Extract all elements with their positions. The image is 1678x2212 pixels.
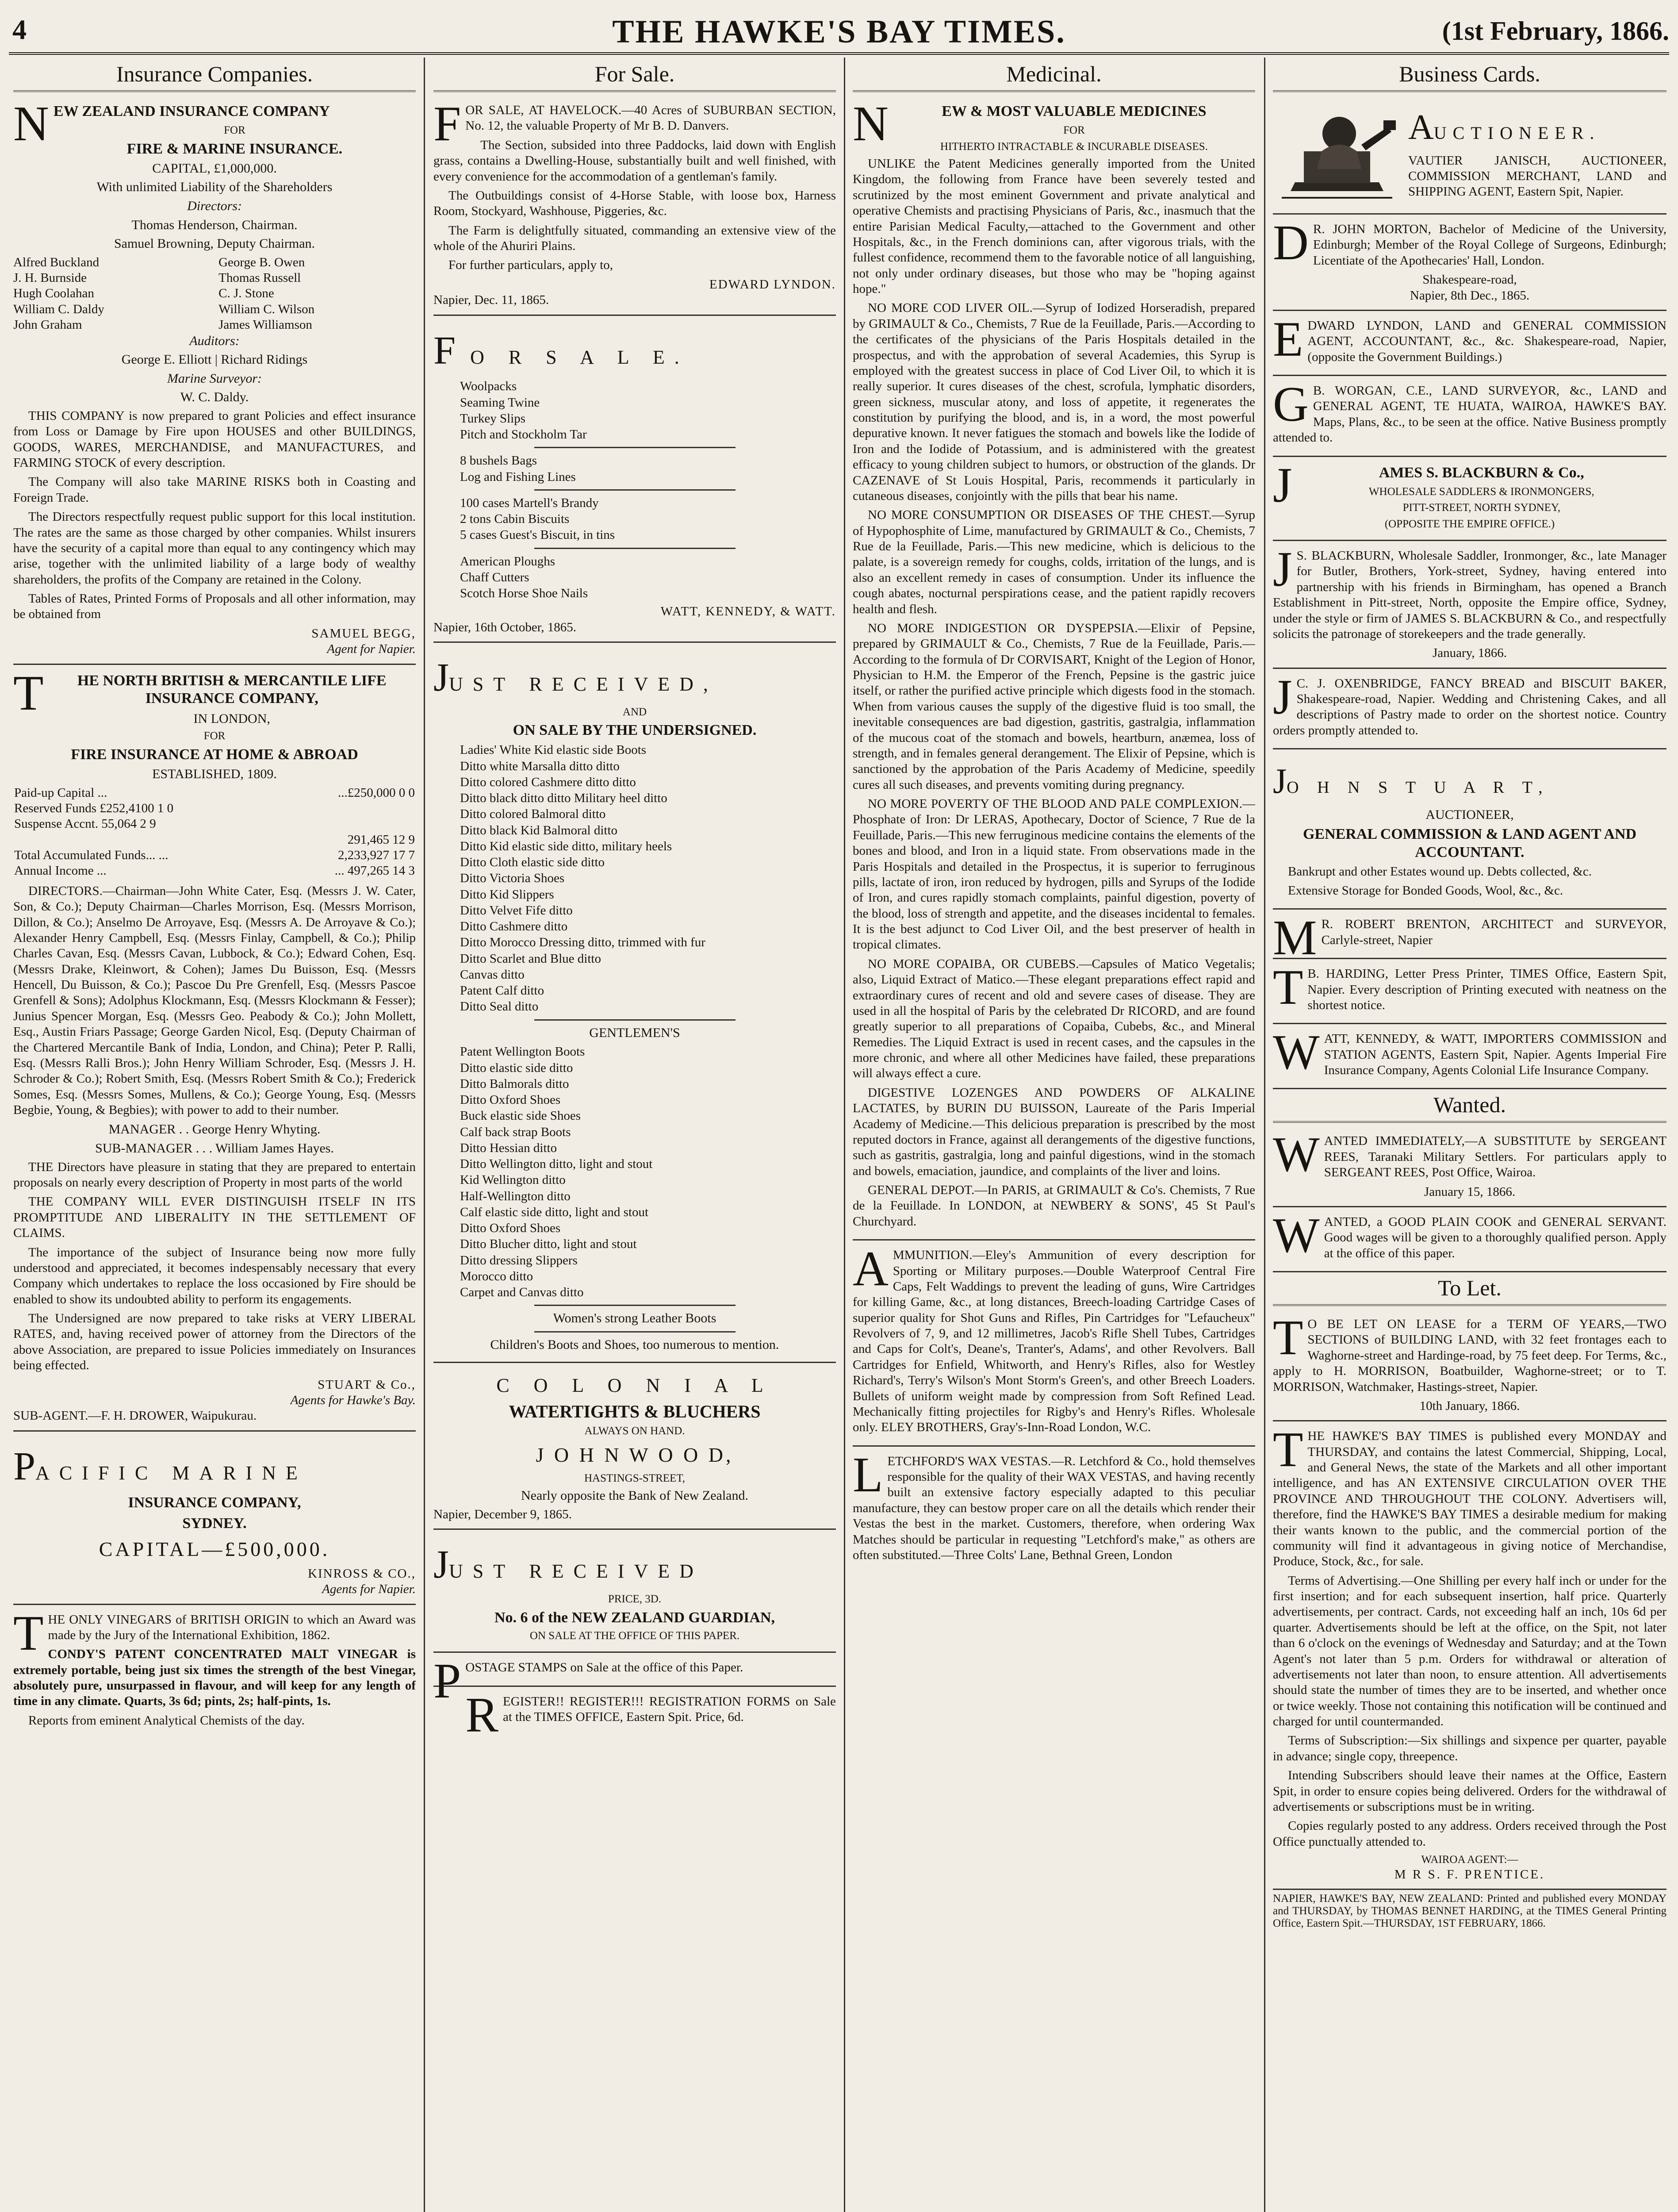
ad-line: AND bbox=[622, 706, 647, 718]
ad-body: R. JOHN MORTON, Bachelor of Medicine of the University, Edinburgh; Member of the Royal College of Surgeons, Edinburgh; Licentiate of the Apothecaries' Hall, London. bbox=[1313, 222, 1667, 268]
ad-capital: CAPITAL—£500,000. bbox=[99, 1537, 330, 1560]
ad-signature: WATT, KENNEDY, & WATT. bbox=[660, 604, 836, 619]
funds-table bbox=[13, 785, 416, 879]
boot-item: Patent Wellington Boots bbox=[460, 1045, 585, 1059]
drop-cap: T bbox=[1273, 960, 1303, 1015]
printer-imprint: NAPIER, HAWKE'S BAY, NEW ZEALAND: Printed and published every MONDAY and THURSDAY, by THOMAS BENNET HARDING, at the TIMES General Printing Office, Eastern Spit.—THURSDAY, 1ST FEBRUARY, 1866. bbox=[1273, 1892, 1667, 1929]
table-cell: 2,233,927 17 7 bbox=[338, 848, 415, 863]
ad-title: O R S A L E. bbox=[470, 346, 689, 368]
table-cell: Total Accumulated Funds... ... bbox=[14, 848, 169, 863]
director-name: James Williamson bbox=[218, 318, 312, 332]
directors-label: Directors: bbox=[187, 198, 242, 213]
ad-body: The Company will also take MARINE RISKS both in Coasting and Foreign Trade. bbox=[13, 475, 416, 505]
boot-item: Ditto black ditto ditto Military heel ditto bbox=[460, 791, 667, 806]
boot-item: Ditto Cloth elastic side ditto bbox=[460, 855, 605, 870]
wanted-substitute bbox=[1273, 1129, 1667, 1207]
boot-item: Ditto Oxford Shoes bbox=[460, 1221, 561, 1236]
divider bbox=[534, 1331, 736, 1333]
sub-agent: SUB-AGENT.—F. H. DROWER, Waipukurau. bbox=[13, 1409, 257, 1423]
drop-cap: P bbox=[433, 1654, 461, 1709]
ad-body: ETCHFORD'S WAX VESTAS.—R. Letchford & Co., hold themselves responsible for the quality of their WAX VESTAS, and having recently built an extensive factory especially adapted to this peculiar manufacture, they can bestow proper care on all the details which render their Vestas the best in the market. Customers, therefore, when ordering Wax Matches should be particular in requesting "Letchford's make," as others are often substituted.—Three Colts' Lane, Bethnal Green, London bbox=[853, 1454, 1255, 1562]
boot-item: Ditto Wellington ditto, light and stout bbox=[460, 1157, 653, 1171]
ad-line: FOR bbox=[224, 124, 245, 137]
ad-body: THE COMPANY WILL EVER DISTINGUISH ITSELF IN ITS PROMPTITUDE AND LIBERALITY IN THE SETTLEMENT OF CLAIMS. bbox=[13, 1194, 416, 1240]
column-for-sale bbox=[433, 61, 836, 2212]
goods-list bbox=[460, 378, 836, 442]
agent-name: M R S. F. PRENTICE. bbox=[1394, 1867, 1545, 1882]
boot-item: Carpet and Canvas ditto bbox=[460, 1285, 584, 1300]
section-heading-business: Business Cards. bbox=[1273, 61, 1667, 92]
boot-item: Ditto Balmorals ditto bbox=[460, 1076, 569, 1091]
ad-body: ATT, KENNEDY, & WATT, IMPORTERS COMMISSION and STATION AGENTS, Eastern Spit, Napier. Agents Imperial Fire Insurance Company, Agents Colonial Life Insurance Company. bbox=[1324, 1032, 1667, 1078]
ad-date: Napier, Dec. 11, 1865. bbox=[433, 293, 549, 307]
director-name: William C. Wilson bbox=[218, 302, 315, 316]
boot-item: Ditto Scarlet and Blue ditto bbox=[460, 951, 601, 966]
table-row bbox=[13, 801, 416, 816]
drop-cap: G bbox=[1273, 377, 1309, 432]
ad-signature: KINROSS & CO., bbox=[308, 1566, 416, 1581]
ad-title: OR SALE, AT HAVELOCK.—40 Acres of SUBURBAN SECTION, No. 12, the valuable Property of Mr B. D. Danvers. bbox=[465, 103, 836, 133]
table-cell: Suspense Accnt. 55,064 2 9 bbox=[14, 817, 156, 831]
goods-item: Scotch Horse Shoe Nails bbox=[460, 586, 588, 601]
ad-date: Napier, 16th October, 1865. bbox=[433, 620, 577, 634]
ad-body: R. ROBERT BRENTON, ARCHITECT and SURVEYOR, Carlyle-street, Napier bbox=[1321, 917, 1667, 947]
director-name: Hugh Coolahan bbox=[13, 286, 94, 301]
ad-line: AUCTIONEER, bbox=[1425, 807, 1514, 822]
ad-body: Terms of Subscription:—Six shillings and sixpence per quarter, payable in advance; single copy, threepence. bbox=[1273, 1733, 1667, 1763]
ad-line: IN LONDON, bbox=[193, 711, 270, 726]
director-name: Thomas Russell bbox=[218, 271, 301, 285]
manager: MANAGER . . George Henry Whyting. bbox=[108, 1122, 321, 1137]
ad-line: ALWAYS ON HAND. bbox=[584, 1425, 685, 1437]
ad-line: INSURANCE COMPANY, bbox=[128, 1494, 301, 1511]
ad-guardian: JUST RECEIVED PRICE, 3D. No. 6 of the NEW ZEALAND GUARDIAN, ON SALE AT THE OFFICE OF THIS PAPER. bbox=[433, 1532, 836, 1653]
table-row bbox=[13, 863, 416, 879]
ad-body: Copies regularly posted to any address. Orders received through the Post Office punctually attended to. bbox=[1273, 1819, 1667, 1849]
ad-line: With unlimited Liability of the Shareholders bbox=[96, 180, 333, 195]
column-rule bbox=[844, 58, 845, 2212]
director-name: C. J. Stone bbox=[218, 286, 274, 301]
section-heading-insurance: Insurance Companies. bbox=[13, 61, 416, 92]
goods-item: Chaff Cutters bbox=[460, 570, 529, 584]
ad-body: UNLIKE the Patent Medicines generally imported from the United Kingdom, the following from France have been severely tested and scrutinized by the most eminent Government and private analytical and operative Chemists and practising Physicians of Paris, &c., inasmuch that the entire Parisian Medical Faculty,—attached to the Government and other Hospitals, &c., in the French dominions can, after vigorous trials, with the fullest confidence, recommend them to the favorable notice of all languishing, not only under ordinary diseases, but those who may be "hoping against hope." bbox=[853, 157, 1255, 296]
boot-item: Ditto colored Balmoral ditto bbox=[460, 807, 606, 822]
boot-item: Ditto Victoria Shoes bbox=[460, 871, 565, 886]
goods-item: American Ploughs bbox=[460, 554, 556, 568]
ad-body: ANTED IMMEDIATELY,—A SUBSTITUTE by SERGEANT REES, Taranaki Military Settlers. For particulars apply to SERGEANT REES, Post Office, Wairoa. bbox=[1324, 1134, 1667, 1180]
page-number: 4 bbox=[12, 14, 27, 45]
ad-title: UST RECEIVED bbox=[449, 1560, 703, 1582]
masthead bbox=[9, 13, 1669, 50]
ad-line: Samuel Browning, Deputy Chairman. bbox=[114, 236, 315, 251]
ad-date: Napier, 8th Dec., 1865. bbox=[1410, 288, 1530, 303]
ad-line: HASTINGS-STREET, bbox=[584, 1472, 685, 1484]
ad-subtitle: GENERAL COMMISSION & LAND AGENT AND ACCOUNTANT. bbox=[1303, 826, 1637, 860]
boot-item: Ditto Cashmere ditto bbox=[460, 919, 568, 934]
ad-line: FOR bbox=[1063, 124, 1085, 137]
auditors: George E. Elliott | Richard Ridings bbox=[121, 352, 308, 367]
card-auctioneer: AUCTIONEER. VAUTIER JANISCH, AUCTIONEER, COMMISSION MERCHANT, LAND and SHIPPING AGENT, Eastern Spit, Napier. bbox=[1273, 98, 1667, 215]
boot-item: Ladies' White Kid elastic side Boots bbox=[460, 743, 647, 757]
newspaper-title: THE HAWKE'S BAY TIMES. bbox=[612, 14, 1066, 50]
ad-body: S. BLACKBURN, Wholesale Saddler, Ironmonger, &c., late Manager for Butler, Brothers, York-street, Sydney, having entered into partnership with his friends in Birmingham, has opened a Branch Establishment in Pitt-street, North, opposite the Empire office, Sydney, under the style or firm of JAMES S. BLACKBURN & Co., and respectfully solicits the patronage of storekeepers and the trade generally. bbox=[1273, 549, 1667, 641]
goods-item: Turkey Slips bbox=[460, 411, 526, 426]
ad-body: B. HARDING, Letter Press Printer, TIMES Office, Eastern Spit, Napier. Every description of Printing executed with neatness on the shortest notice. bbox=[1307, 967, 1667, 1012]
ad-subtitle: FIRE & MARINE INSURANCE. bbox=[126, 140, 343, 157]
ad-body: The importance of the subject of Insurance being now more fully understood and appreciated, it becomes indespensably necessary that every Company which undertakes to replace the loss occasioned by Fire should be enabled to show its undoubted ability to perform its engagements. bbox=[13, 1245, 416, 1306]
directors-list bbox=[13, 255, 416, 333]
goods-item: 100 cases Martell's Brandy bbox=[460, 495, 599, 510]
agent-label: WAIROA AGENT:— bbox=[1421, 1854, 1518, 1866]
directors-right bbox=[218, 255, 416, 333]
drop-cap: M bbox=[1273, 910, 1317, 966]
boot-item: Ditto Hessian ditto bbox=[460, 1141, 557, 1155]
ad-line: PITT-STREET, NORTH SYDNEY, bbox=[1402, 502, 1560, 514]
column-insurance bbox=[13, 61, 416, 2212]
ad-body: Extensive Storage for Bonded Goods, Wool, &c., &c. bbox=[1288, 883, 1563, 898]
boot-item: Ditto colored Cashmere ditto ditto bbox=[460, 775, 636, 789]
drop-cap: W bbox=[1273, 1208, 1320, 1263]
ad-body: The Undersigned are now prepared to take risks at VERY LIBERAL RATES, and, having received power of attorney from the Directors of the above Association, are prepared to issue Policies immediately on Insurances being effected. bbox=[13, 1311, 416, 1373]
ad-body: Tables of Rates, Printed Forms of Proposals and all other information, may be obtained from bbox=[13, 591, 416, 622]
notice-hawkes-bay-times bbox=[1273, 1424, 1667, 1890]
drop-cap: J bbox=[1273, 542, 1292, 597]
ad-line: Shakespeare-road, bbox=[1422, 273, 1517, 287]
table-cell bbox=[280, 816, 416, 832]
drop-cap: T bbox=[1273, 1310, 1303, 1366]
ad-vinegar bbox=[13, 1605, 416, 1739]
drop-cap: T bbox=[1273, 1422, 1303, 1478]
ad-body: CONDY'S PATENT CONCENTRATED MALT VINEGAR is extremely portable, being just six times the strength of the best Vinegar, absolutely pure, unsurpassed in flavour, and will keep for any length of time in any climate. Quarts, 3s 6d; pints, 2s; half-pints, 1s. bbox=[13, 1647, 416, 1709]
boot-item: Calf elastic side ditto, light and stout bbox=[460, 1205, 649, 1219]
card-blackburn bbox=[1273, 457, 1667, 541]
ad-line: WHOLESALE SADDLERS & IRONMONGERS, bbox=[1368, 485, 1594, 498]
ad-north-british bbox=[13, 665, 416, 1432]
auditors-label: Auditors: bbox=[189, 333, 240, 348]
masthead-rule bbox=[9, 52, 1669, 55]
ad-subtitle: ON SALE BY THE UNDERSIGNED. bbox=[513, 722, 757, 739]
ad-body: Bankrupt and other Estates wound up. Debts collected, &c. bbox=[1288, 864, 1592, 879]
ad-body: O BE LET ON LEASE for a TERM OF YEARS,—TWO SECTIONS of BUILDING LAND, with 32 feet frontages each to Waghorne-street and Hardinge-road, by 75 feet deep. For Terms, &c., apply to H. MORRISON, Boatbuilder, Waghorne-street; or to T. MORRISON, Watchmaker, Hastings-street, Napier. bbox=[1273, 1317, 1667, 1394]
table-cell bbox=[280, 801, 416, 816]
director-name: George B. Owen bbox=[218, 255, 305, 269]
drop-cap: F bbox=[433, 96, 461, 151]
ad-line: (OPPOSITE THE EMPIRE OFFICE.) bbox=[1384, 518, 1555, 530]
table-cell: ... 497,265 14 3 bbox=[334, 864, 415, 878]
ad-body: MMUNITION.—Eley's Ammunition of every description for Sporting or Military purposes.—Double Waterproof Central Fire Caps, Felt Waddings to prevent the leading of guns, Wire Cartridges for killing Game, &c., at long distances, Breech-loading Cartridge Cases of superior quality for Shot Guns and Rifles, Pin Cartridges for "Lefaucheux" Revolvers of 7, 9, and 12 millimetres, Jacob's Rifle Shell Tubes, Cartridges and Caps for Colt's, Deane's, Tranter's, Adams', and other Revolvers. Ball Cartridges for Enfield, Whitworth, and Henry's Rifles, also for Westley Richard's, Terry's Wilson's Mont Storm's Green's, and other Breech Loaders. Bullets of uniform weight made by compression from Soft Refined Lead. Mechanically fitting projectiles for Rigby's and Henry's Rifles. Wholesale only. ELEY BROTHERS, Gray's-Inn-Road London, W.C. bbox=[853, 1248, 1255, 1435]
drop-cap: J bbox=[1273, 669, 1292, 725]
ad-body: The Farm is delightfully situated, commanding an extensive view of the whole of the Ahuriri Plains. bbox=[433, 223, 836, 253]
ad-date: 10th January, 1866. bbox=[1419, 1398, 1520, 1413]
surveyor-label: Marine Surveyor: bbox=[167, 371, 262, 386]
to-let-sections bbox=[1273, 1312, 1667, 1421]
ad-body: Terms of Advertising.—One Shilling per every half inch or under for the first insertion; and for each subsequent insertion, half price. Quarterly advertisements, per contract. Cards, not exceeding half an inch, 10s 6d per quarter. Advertisements should be left at the office, on the Spit, not later than 6 o'clock on the evenings of Wednesday and Saturday; and at the Town Agent's not later than 5 p.m. Orders for withdrawal or alteration of advertisements not later than noon, to ensure attention. All advertisements should state the number of times they are to be inserted, and whether once or twice weekly. Those not containing this notification will be continued and charged for until countermanded. bbox=[1273, 1573, 1667, 1729]
column-rule bbox=[424, 58, 425, 2212]
table-cell: Reserved Funds £252,4100 1 0 bbox=[14, 801, 174, 815]
section-heading-to-let: To Let. bbox=[1273, 1275, 1667, 1306]
ad-body: NO MORE COD LIVER OIL.—Syrup of Iodized Horseradish, prepared by GRIMAULT & Co., Chemists, 7 Rue de la Feuillade, Paris.—According to the certificates of the physicians of the Paris Hospitals detailed in the prospectus, and with the approbation of several Academies, this Syrup is employed with the greatest success in place of Cod Liver Oil, to which it is really superior. It cures diseases of the chest, scrofula, lymphatic disorders, green sickness, muscular atony, and loss of appetite, it regenerates the constitution by purifying the blood, and is, in a word, the most powerful depurative known. It never fatigues the stomach and bowels like the Iodide of Iron and the Iodide of Potassium, and is administered with the greatest efficacy to young children subject to humors, or obstruction of the glands. Dr CAZENAVE of St Louis Hospital, Paris, recommends it particularly in cutaneous diseases, conjointly with the pills that bear his name. bbox=[853, 301, 1255, 503]
ad-subtitle: HITHERTO INTRACTABLE & INCURABLE DISEASES. bbox=[940, 140, 1208, 153]
ad-body: VAUTIER JANISCH, AUCTIONEER, COMMISSION MERCHANT, LAND and SHIPPING AGENT, Eastern Spit, Napier. bbox=[1408, 153, 1667, 199]
ad-just-received-boots: JUST RECEIVED, AND ON SALE BY THE UNDERSIGNED. Ladies' White Kid elastic side Boots Ditto white Marsalla ditto ditto Ditto colored Cashmere ditto ditto Ditto black ditto ditto Military heel ditto Ditto colored Balmoral ditto Ditto black Kid Balmoral ditto Ditto Kid elastic side ditto, military heels Ditto Cloth elastic side ditto Ditto Victoria Shoes Ditto Kid Slippers Ditto Velvet Fife ditto Ditto Cashmere ditto Ditto Morocco Dressing ditto, trimmed with fur Ditto Scarlet and Blue ditto Canvas ditto Patent Calf ditto Ditto Seal ditto GENTLEMEN'S Patent Wellington Boots Ditto elastic side ditto Ditto Balmorals ditto Ditto Oxford Shoes Buck elastic side Shoes Calf back strap Boots Ditto Hessian ditto Ditto Wellington ditto, light and stout Kid Wellington ditto Half-Wellington ditto Calf elastic side ditto, light and stout Ditto Oxford Shoes Ditto Blucher ditto, light and stout Ditto dressing Slippers Morocco ditto Carpet and Canvas ditto Women's strong Leather Boots Children's Boots and Shoes, too numerous to mention. bbox=[433, 645, 836, 1363]
ad-signature: Agents for Hawke's Bay. bbox=[290, 1393, 416, 1407]
table-row bbox=[13, 816, 416, 832]
divider bbox=[534, 1305, 736, 1306]
ad-body: GENERAL DEPOT.—In PARIS, at GRIMAULT & Co's. Chemists, 7 Rue de la Feuillade. In LONDON, at NEWBERY & SONS', 45 St Paul's Churchyard. bbox=[853, 1183, 1255, 1229]
director-name: William C. Daldy bbox=[13, 302, 104, 316]
gentlemen-list bbox=[460, 1044, 836, 1300]
column-medicinal bbox=[853, 61, 1255, 2212]
wanted-cook bbox=[1273, 1210, 1667, 1272]
ad-subtitle: FIRE INSURANCE AT HOME & ABROAD bbox=[71, 746, 358, 763]
goods-item: 8 bushels Bags bbox=[460, 453, 537, 468]
ad-ammunition bbox=[853, 1243, 1255, 1447]
card-brenton bbox=[1273, 910, 1667, 966]
ad-body: OSTAGE STAMPS on Sale at the office of this Paper. bbox=[465, 1660, 743, 1675]
goods-item: 2 tons Cabin Biscuits bbox=[460, 512, 570, 526]
ad-body: THE Directors have pleasure in stating that they are prepared to entertain proposals on nearly every description of Property in most parts of the world bbox=[13, 1160, 416, 1190]
drop-cap: N bbox=[13, 96, 49, 151]
divider bbox=[534, 447, 736, 448]
ad-for-sale-goods: F O R S A L E. Woolpacks Seaming Twine Turkey Slips Pitch and Stockholm Tar 8 bushels Bags Log and Fishing Lines 100 cases Martell's Brandy 2 tons Cabin Biscuits 5 cases Guest's Biscuit, in tins American Ploughs Chaff Cutters Scotch Horse Shoe Nails WATT, KENNEDY, & WATT. Napier, 16th October, 1865. bbox=[433, 319, 836, 643]
ad-signature: Agent for Napier. bbox=[327, 642, 416, 657]
column-rule bbox=[1264, 58, 1265, 2212]
ad-body: ANTED, a GOOD PLAIN COOK and GENERAL SERVANT. Good wages will be given to a thoroughly qualified person. Apply at the office of this paper. bbox=[1324, 1214, 1667, 1260]
sub-manager: SUB-MANAGER . . . William James Hayes. bbox=[95, 1141, 334, 1156]
drop-cap: L bbox=[853, 1447, 883, 1502]
ad-body: NO MORE CONSUMPTION OR DISEASES OF THE CHEST.—Syrup of Hypophosphite of Lime, manufactured by GRIMAULT & Co., Chemists, 7 Rue de la Feuillade, Paris.—This new medicine, which is delicious to the palate, is a sovereign remedy for coughs, colds, irritation of the lungs, and is also an excellent remedy in cases of consumption. Under its influence the cough abates, nocturnal perspirations cease, and the patient rapidly recovers health and flesh. bbox=[853, 508, 1255, 616]
drop-cap: D bbox=[1273, 215, 1309, 270]
card-lyndon bbox=[1273, 311, 1667, 376]
gentlemen-heading: GENTLEMEN'S bbox=[589, 1025, 680, 1040]
auctioneer-illustration bbox=[1273, 103, 1401, 204]
boot-item: Patent Calf ditto bbox=[460, 983, 544, 998]
boot-item: Kid Wellington ditto bbox=[460, 1173, 566, 1187]
ad-line: Nearly opposite the Bank of New Zealand. bbox=[521, 1488, 748, 1503]
ad-body: The Section, subsided into three Paddocks, laid down with English grass, contains a Dwelling-House, substantially built and well finished, with every convenience for the accommodation of a gentleman's family. bbox=[433, 138, 836, 184]
boot-item: Ditto black Kid Balmoral ditto bbox=[460, 823, 618, 837]
boot-item: Calf back strap Boots bbox=[460, 1125, 571, 1139]
boot-item: Ditto Seal ditto bbox=[460, 999, 539, 1014]
divider bbox=[534, 1019, 736, 1021]
ad-nz-insurance bbox=[13, 98, 416, 665]
divider bbox=[534, 489, 736, 491]
surveyor: W. C. Daldy. bbox=[180, 390, 249, 405]
ad-line: FOR bbox=[203, 730, 226, 742]
ad-date: January, 1866. bbox=[1432, 646, 1507, 661]
ladies-list bbox=[460, 742, 836, 1014]
ad-register bbox=[433, 1687, 836, 1743]
ad-line: ESTABLISHED, 1809. bbox=[152, 766, 277, 781]
director-name: John Graham bbox=[13, 318, 82, 332]
ad-signature: SAMUEL BEGG, bbox=[311, 626, 416, 641]
ad-title: HE NORTH BRITISH & MERCANTILE LIFE INSURANCE COMPANY, bbox=[77, 672, 387, 707]
goods-item: Woolpacks bbox=[460, 379, 517, 394]
ad-body: The Directors respectfully request public support for this local institution. The rates are the same as those charged by other companies. Whilst insurers have the security of a capital more than equal to any contingency which may arise, together with the unlimited liability of a large body of wealthy shareholders, the profits of the Company are retained in the Colony. bbox=[13, 510, 416, 587]
ad-line: ON SALE AT THE OFFICE OF THIS PAPER. bbox=[529, 1629, 740, 1642]
drop-cap: W bbox=[1273, 1127, 1320, 1183]
table-row bbox=[13, 832, 416, 848]
ad-title: UCTIONEER. bbox=[1433, 123, 1601, 143]
drop-cap: A bbox=[853, 1241, 889, 1297]
drop-cap: T bbox=[13, 1605, 44, 1661]
boot-item: Ditto white Marsalla ditto ditto bbox=[460, 759, 620, 773]
goods-list bbox=[460, 495, 836, 543]
ad-line: SYDNEY. bbox=[182, 1515, 247, 1532]
column-business-cards bbox=[1273, 61, 1667, 2212]
table-cell: Annual Income ... bbox=[14, 864, 107, 878]
card-oxenbridge bbox=[1273, 669, 1667, 750]
table-cell: 291,465 12 9 bbox=[347, 832, 415, 847]
boot-item: Ditto Kid elastic side ditto, military heels bbox=[460, 839, 672, 853]
ad-capital: CAPITAL, £1,000,000. bbox=[152, 161, 277, 176]
ad-title: ACIFIC MARINE bbox=[35, 1462, 307, 1484]
boot-item: Ditto Kid Slippers bbox=[460, 887, 554, 902]
goods-list bbox=[460, 553, 836, 602]
card-blackburn-2 bbox=[1273, 544, 1667, 669]
ad-body: DIGESTIVE LOZENGES AND POWDERS OF ALKALINE LACTATES, by BURIN DU BUISSON, Laureate of the Paris Imperial Academy of Medicine.—This delicious preparation is prescribed by the most reputed doctors in France, against all derangements of the digestive functions, such as gastritis, gastralgia, long and painful digestions, wind in the stomach and bowels, emaciation, jaundice, and complaints of the liver and loins. bbox=[853, 1085, 1255, 1178]
goods-item: 5 cases Guest's Biscuit, in tins bbox=[460, 528, 615, 542]
drop-cap: W bbox=[1273, 1025, 1320, 1080]
boot-item: Ditto Blucher ditto, light and stout bbox=[460, 1237, 637, 1252]
ad-body: Intending Subscribers should leave their names at the Office, Eastern Spit, in order to ensure copies being delivered. Orders for the withdrawal of advertisements or subscriptions must be in writing. bbox=[1273, 1768, 1667, 1814]
card-worgan bbox=[1273, 379, 1667, 457]
divider bbox=[534, 548, 736, 549]
ad-date: Napier, December 9, 1865. bbox=[433, 1507, 572, 1522]
drop-cap: T bbox=[13, 665, 44, 721]
boot-item: Canvas ditto bbox=[460, 967, 525, 982]
ad-line: Children's Boots and Shoes, too numerous to mention. bbox=[490, 1337, 779, 1352]
card-harding bbox=[1273, 962, 1667, 1024]
drop-cap: E bbox=[1273, 311, 1303, 367]
ad-body: C. J. OXENBRIDGE, FANCY BREAD and BISCUIT BAKER, Shakespeare-road, Napier. Wedding and Christening Cakes, and all descriptions of Pastry made to order on the shortest notice. Country orders promptly attended to. bbox=[1273, 676, 1667, 737]
ad-price: PRICE, 3D. bbox=[608, 1593, 662, 1605]
boot-item: Ditto Morocco Dressing ditto, trimmed with fur bbox=[460, 935, 705, 950]
ad-body: NO MORE COPAIBA, OR CUBEBS.—Capsules of Matico Vegetalis; also, Liquid Extract of Matico.—These elegant preparations effect rapid and extraordinary cures of recent and old and severe cases of disease. They are used in all the hospital of Paris by the celebrated Dr RICORD, and are found greatly superior to all preparations of Copaiba, Cubebs, &c., and Mineral Remedies. The Liquid Extract is used in recent cases, and the capsules in the more chronic, and where all other Medicines have failed, these preparations will always effect a cure. bbox=[853, 956, 1255, 1081]
issue-date: (1st February, 1866. bbox=[1442, 16, 1669, 46]
ad-date: January 15, 1866. bbox=[1424, 1184, 1516, 1199]
ad-name: J O H N W O O D, bbox=[536, 1443, 734, 1466]
drop-cap: R bbox=[465, 1687, 498, 1743]
ad-body: DIRECTORS.—Chairman—John White Cater, Esq. (Messrs J. W. Cater, Son, & Co.); Deputy Chairman—Charles Morrison, Esq. (Messrs Morrison, Dillon, & Co.); Anselmo De Arroyave, Esq. (Messrs A. De Arroyave & Co.); Alexander Henry Campbell, Esq. (Messrs Finlay, Campbell, & Co.); Philip Charles Cavan, Esq. (Messrs Cavan, Lubbock, & Co.); Edward Cohen, Esq. (Messrs Drake, Kleinwort, & Cohen); James Du Buisson, Esq. (Messrs Hencell, Du Buisson, & Co.); Pascoe Du Pre Grenfell, Esq. (Messrs Pascoe Grenfell & Sons); Adolphus Klockmann, Esq. (Messrs Klockmann & Fesser); Junius Spencer Morgan, Esq. (Messrs Geo. Peabody & Co.); John Mollett, Esq., Austin Friars Passage; George Garden Nicol, Esq. (Deputy Chairman of the Chartered Mercantile Bank of India, London, and China); Peter P. Ralli, Esq. (Messrs Ralli Bros.); John Henry William Schroder, Esq. (Messrs J. H. Schroder & Co.); Robert Smith, Esq. (Messrs Robert Smith & Co.); Frederick Somes, Esq. (Messrs Somes, Mullens, & Co.); George Young, Esq. (Messrs Begbie, Young, & Begbies); with power to add to their number. bbox=[13, 883, 416, 1118]
ad-john-wood bbox=[433, 1366, 836, 1530]
card-john-stuart: JO H N S T U A R T, AUCTIONEER, GENERAL COMMISSION & LAND AGENT AND ACCOUNTANT. Bankrupt and other Estates wound up. Debts collected, &c. Extensive Storage for Bonded Goods, Wool, &c., &c. bbox=[1273, 752, 1667, 910]
ad-body: DWARD LYNDON, LAND and GENERAL COMMISSION AGENT, ACCOUNTANT, &c., &c. Shakespeare-road, Napier, (opposite the Government Buildings.) bbox=[1307, 318, 1667, 364]
goods-item: Log and Fishing Lines bbox=[460, 469, 576, 484]
boot-item: Ditto Velvet Fife ditto bbox=[460, 903, 573, 918]
ad-title: HE ONLY VINEGARS of BRITISH ORIGIN to which an Award was made by the Jury of the International Exhibition, 1862. bbox=[48, 1612, 416, 1642]
drop-cap: J bbox=[1273, 457, 1292, 513]
ad-signature: EDWARD LYNDON. bbox=[709, 277, 836, 292]
ad-body: HE HAWKE'S BAY TIMES is published every MONDAY and THURSDAY, and contains the latest Commercial, Shipping, Local, and General News, the state of the Markets and all other important intelligence, and has AN EXTENSIVE CIRCULATION OVER THE PROVINCE AND THROUGHOUT THE COLONY. Advertisers will, therefore, find the HAWKE'S BAY TIMES a desirable medium for making their wants known to the public, and the commercial portion of the community will find it advantageous in giving notice of Merchandise, Produce, Stock, &c., for sale. bbox=[1273, 1429, 1667, 1569]
boot-item: Morocco ditto bbox=[460, 1269, 533, 1283]
table-cell bbox=[13, 832, 280, 848]
boot-item: Ditto Oxford Shoes bbox=[460, 1093, 561, 1107]
card-morton bbox=[1273, 217, 1667, 311]
ad-signature: STUART & Co., bbox=[318, 1377, 416, 1392]
directors-left bbox=[13, 255, 211, 333]
boot-item: Ditto dressing Slippers bbox=[460, 1253, 578, 1267]
ad-wax-vestas bbox=[853, 1449, 1255, 1573]
ad-title: O H N S T U A R T, bbox=[1287, 778, 1550, 797]
goods-item: Pitch and Stockholm Tar bbox=[460, 427, 587, 442]
ad-signature: Agents for Napier. bbox=[322, 1582, 416, 1597]
ad-body: Reports from eminent Analytical Chemists of the day. bbox=[28, 1713, 305, 1728]
ad-french-medicines bbox=[853, 98, 1255, 1240]
table-row bbox=[13, 785, 416, 801]
boot-item: Buck elastic side Shoes bbox=[460, 1109, 581, 1123]
ad-title: C O L O N I A L bbox=[496, 1375, 773, 1397]
ad-havelock bbox=[433, 98, 836, 316]
ad-body: B. WORGAN, C.E., LAND SURVEYOR, &c., LAND and GENERAL AGENT, TE HUATA, WAIROA, HAWKE'S BAY. Maps, Plans, &c., to be seen at the office. Native Business promptly attended to. bbox=[1273, 384, 1667, 445]
table-cell: ...£250,000 0 0 bbox=[338, 785, 415, 800]
boot-item: Ditto elastic side ditto bbox=[460, 1060, 573, 1075]
drop-cap: N bbox=[853, 96, 889, 151]
ad-title: UST RECEIVED, bbox=[449, 673, 718, 695]
ad-body: NO MORE POVERTY OF THE BLOOD AND PALE COMPLEXION.—Phosphate of Iron: Dr LERAS, Apothecary, Doctor of Science, 7 Rue de la Feuillade, Paris.—This new ferruginous medicine contains the elements of the bones and blood, and Iron in a liquid state. From observations made in the Paris Hospitals and detailed in the Prospectus, it is superior to ferruginous pills, lactate of iron, iron reduced by hydrogen, pills and Syrups of the Iodide of Iron, and cures rapidly stomach complaints, painful digestion, poverty of the blood, loss of strength and appetite, and the diseases incidental to females. It is the best adjunct to Cod Liver Oil, and the best preserver of health in tropical climates. bbox=[853, 797, 1255, 952]
ad-body: NO MORE INDIGESTION OR DYSPEPSIA.—Elixir of Pepsine, prepared by GRIMAULT & Co., Chemists, 7 Rue de la Feuillade, Paris.—According to the formula of Dr CORVISART, Knight of the Legion of Honor, Physician to H.M. the Emperor of the French, Pepsine is the gastric juice itself, or rather the purified active principle which digests food in the stomach. When from various causes the supply of the digestive fluid is too small, the inevitable consequences are bad digestion, gastritis, gastralgia, inflammation of the mucous coat of the stomach and bowels, heartburn, anæmea, loss of strength, and in females general derangement. The Elixir of Pepsine, which is sanctioned by the approbation of the Paris Academy of Medicine, speedily cures all such diseases, and prevents vomiting during pregnancy. bbox=[853, 621, 1255, 792]
goods-list bbox=[460, 453, 836, 485]
section-heading-wanted: Wanted. bbox=[1273, 1092, 1667, 1123]
section-heading-medicinal: Medicinal. bbox=[853, 61, 1255, 92]
boot-item: Half-Wellington ditto bbox=[460, 1189, 571, 1203]
goods-item: Seaming Twine bbox=[460, 395, 540, 410]
ad-pacific-marine: PACIFIC MARINE INSURANCE COMPANY, SYDNEY. CAPITAL—£500,000. KINROSS & CO., Agents for Napier. bbox=[13, 1434, 416, 1605]
card-watt-kennedy bbox=[1273, 1027, 1667, 1089]
ad-body: For further particulars, apply to, bbox=[448, 258, 613, 273]
ad-title: AMES S. BLACKBURN & Co., bbox=[1379, 464, 1584, 481]
director-name: J. H. Burnside bbox=[13, 271, 87, 285]
ad-body: The Outbuildings consist of 4-Horse Stable, with loose box, Harness Room, Stockyard, Washhouse, Piggeries, &c. bbox=[433, 188, 836, 219]
ad-title: EW & MOST VALUABLE MEDICINES bbox=[942, 103, 1207, 119]
director-name: Alfred Buckland bbox=[13, 255, 100, 269]
table-cell: Paid-up Capital ... bbox=[14, 785, 107, 800]
ad-title: EW ZEALAND INSURANCE COMPANY bbox=[53, 103, 330, 119]
ad-line: Women's strong Leather Boots bbox=[553, 1311, 716, 1326]
ad-subtitle: WATERTIGHTS & BLUCHERS bbox=[509, 1402, 761, 1422]
ad-line: No. 6 of the NEW ZEALAND GUARDIAN, bbox=[494, 1609, 775, 1626]
table-row bbox=[13, 848, 416, 863]
ad-body: THIS COMPANY is now prepared to grant Policies and effect insurance from Loss or Damage by Fire upon HOUSES and other BUILDINGS, GOODS, WARES, MERCHANDISE, and MANUFACTURES, and FARMING STOCK of every description. bbox=[13, 408, 416, 470]
section-heading-for-sale: For Sale. bbox=[433, 61, 836, 92]
ad-body: EGISTER!! REGISTER!!! REGISTRATION FORMS on Sale at the TIMES OFFICE, Eastern Spit. Price, 6d. bbox=[503, 1694, 836, 1724]
ad-line: Thomas Henderson, Chairman. bbox=[131, 217, 298, 232]
